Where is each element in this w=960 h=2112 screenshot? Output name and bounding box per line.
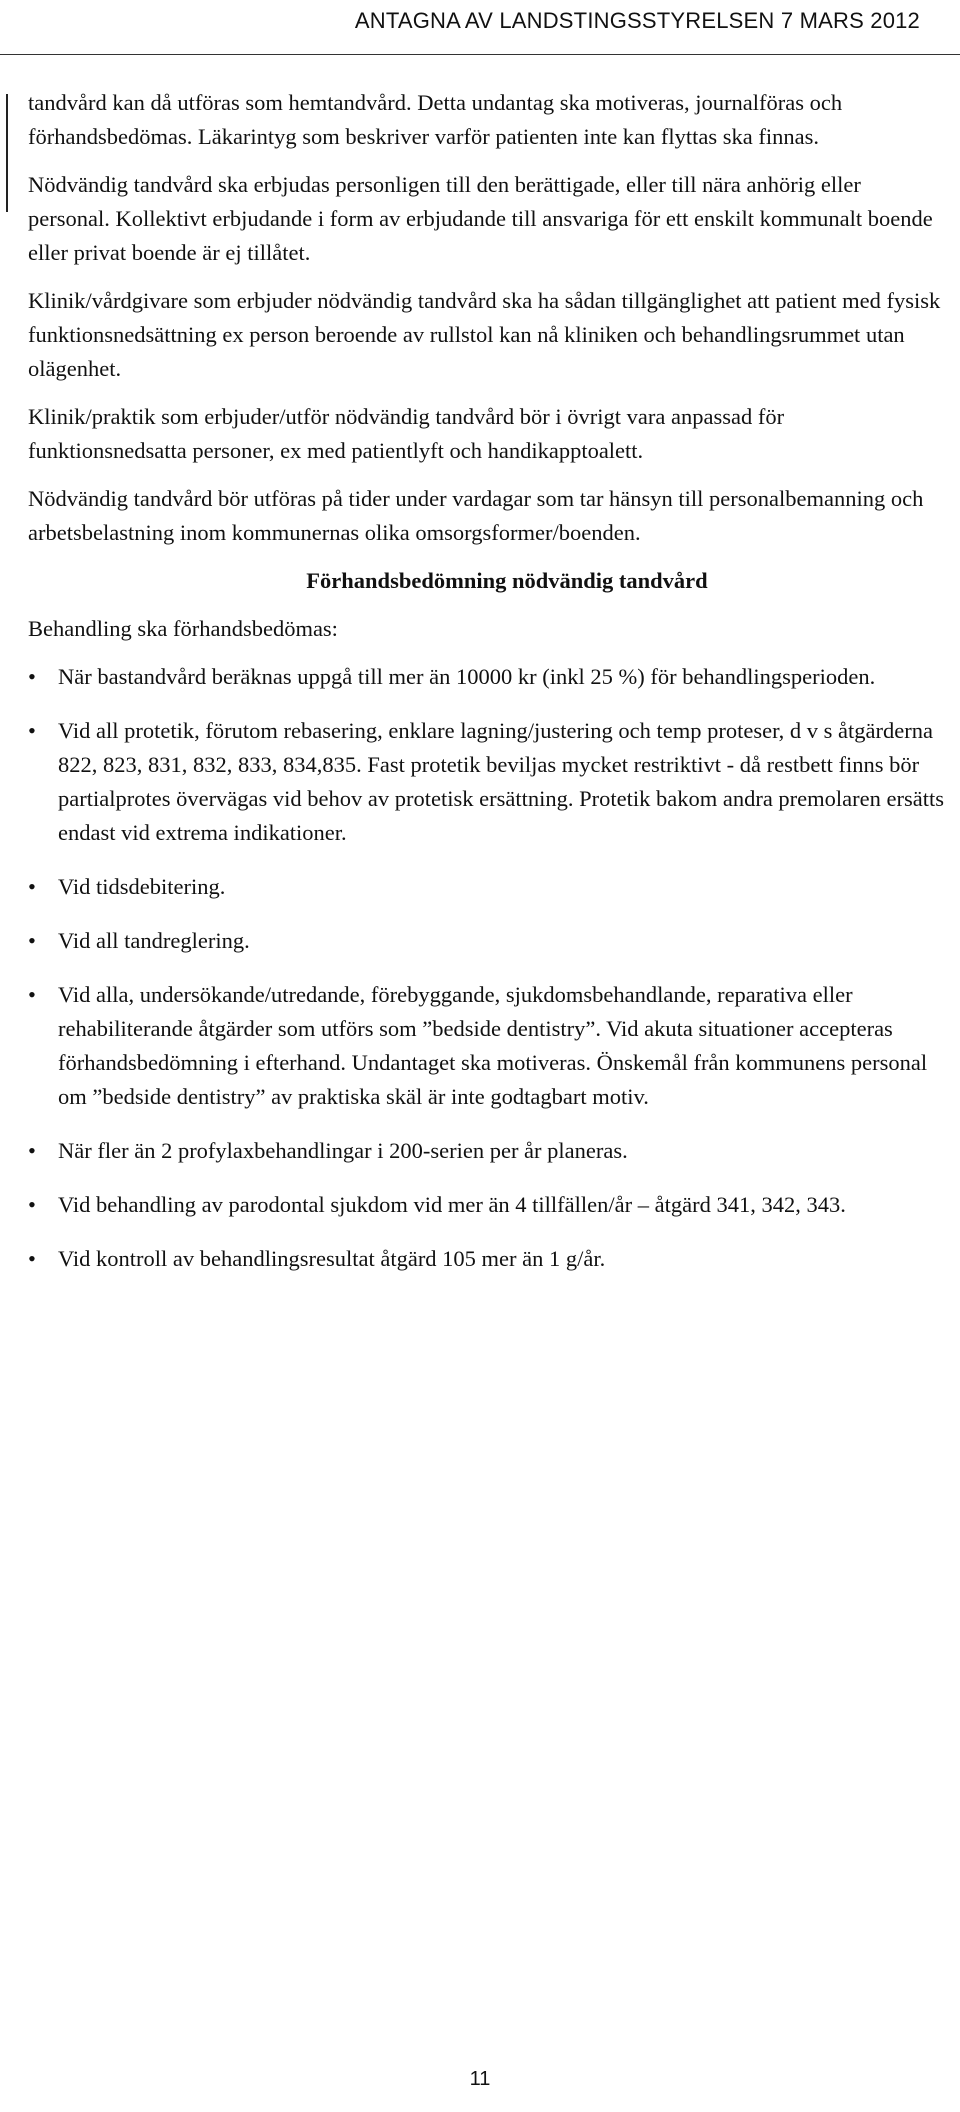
- list-item: • Vid tidsdebitering.: [28, 870, 946, 904]
- page-header: ANTAGNA AV LANDSTINGSSTYRELSEN 7 MARS 2012: [354, 8, 920, 33]
- section-intro: Behandling ska förhandsbedömas:: [28, 616, 338, 641]
- paragraph: Nödvändig tandvård ska erbjudas personligen till den berättigade, eller till nära anhörig eller personal. Kollektivt erbjudande i form av erbjudande till ansvariga för ett enskilt kommunalt boende eller privat boende är ej tillåtet.: [28, 172, 933, 265]
- section-heading: Förhandsbedömning nödvändig tandvård: [306, 568, 708, 593]
- list-item: • Vid kontroll av behandlingsresultat åtgärd 105 mer än 1 g/år.: [28, 1242, 946, 1276]
- paragraph: Klinik/vårdgivare som erbjuder nödvändig tandvård ska ha sådan tillgänglighet att patient med fysisk funktionsnedsättning ex person beroende av rullstol kan nå kliniken och behandlingsrummet utan olägenhet.: [28, 288, 941, 381]
- change-bar: [6, 94, 8, 212]
- paragraph: Klinik/praktik som erbjuder/utför nödvändig tandvård bör i övrigt vara anpassad för funktionsnedsatta personer, ex med patientlyft och handikapptoalett.: [28, 404, 785, 463]
- paragraph: Nödvändig tandvård bör utföras på tider under vardagar som tar hänsyn till personalbemanning och arbetsbelastning inom kommunernas olika omsorgsformer/boenden.: [28, 486, 924, 545]
- list-item: • Vid all protetik, förutom rebasering, enklare lagning/justering och temp proteser, d v s åtgärderna 822, 823, 831, 832, 833, 834,835. Fast protetik beviljas mycket restriktivt - då restbett finns bör partialprotes övervägas vid behov av protetisk ersättning. Protetik bakom andra premolaren ersätts endast vid extrema indikationer.: [28, 714, 946, 850]
- list-item: • När bastandvård beräknas uppgå till mer än 10000 kr (inkl 25 %) för behandlingsperioden.: [28, 660, 946, 694]
- document-body: [28, 86, 946, 1296]
- bullet-list: [28, 660, 946, 1276]
- page-number: 11: [469, 2068, 491, 2090]
- list-item: • Vid all tandreglering.: [28, 924, 946, 958]
- list-item: • Vid behandling av parodontal sjukdom vid mer än 4 tillfällen/år – åtgärd 341, 342, 343.: [28, 1188, 946, 1222]
- paragraph: tandvård kan då utföras som hemtandvård. Detta undantag ska motiveras, journalföras och förhandsbedömas. Läkarintyg som beskriver varför patienten inte kan flyttas ska finnas.: [28, 90, 843, 149]
- list-item: • Vid alla, undersökande/utredande, förebyggande, sjukdomsbehandlande, reparativa eller rehabiliterande åtgärder som utförs som ”bedside dentistry”. Vid akuta situationer accepteras förhandsbedömning i efterhand. Undantaget ska motiveras. Önskemål från kommunens personal om ”bedside dentistry” av praktiska skäl är inte godtagbart motiv.: [28, 978, 946, 1114]
- list-item: • När fler än 2 profylaxbehandlingar i 200-serien per år planeras.: [28, 1134, 946, 1168]
- header-rule: [0, 54, 960, 55]
